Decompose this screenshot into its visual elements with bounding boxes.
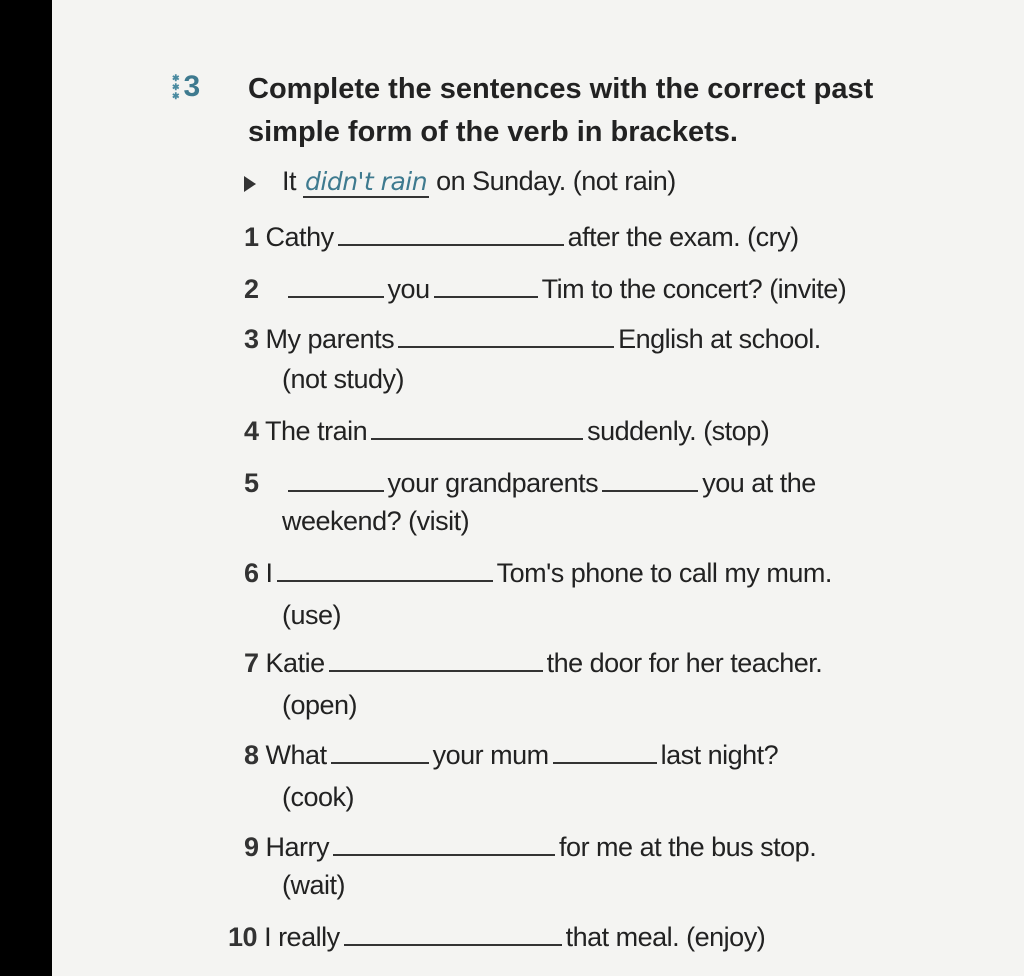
item-text: the door for her teacher. xyxy=(546,648,823,678)
item-number: 9 xyxy=(244,832,259,862)
example-answer: didn't rain xyxy=(305,167,428,196)
answer-blank[interactable] xyxy=(338,240,564,246)
item-text: The train xyxy=(265,416,368,446)
item-text: you at the xyxy=(702,468,816,498)
answer-blank[interactable] xyxy=(602,486,698,492)
item-text: Katie xyxy=(265,648,325,678)
item-9-hint: (wait) xyxy=(282,870,345,900)
item-3 xyxy=(244,324,821,355)
answer-blank[interactable] xyxy=(371,434,583,440)
answer-blank[interactable] xyxy=(329,666,543,672)
item-text: that meal. (enjoy) xyxy=(565,922,766,952)
item-text: you xyxy=(387,274,430,304)
answer-blank[interactable] xyxy=(344,940,562,946)
item-text: English at school. xyxy=(618,324,821,354)
answer-blank[interactable] xyxy=(288,486,384,492)
difficulty-stars-icon: ✱ ✱ ✱ xyxy=(172,72,180,101)
item-number: 3 xyxy=(244,324,259,354)
item-text: your grandparents xyxy=(387,468,599,498)
item-number: 2 xyxy=(244,274,259,304)
item-text: suddenly. (stop) xyxy=(587,416,770,446)
item-5-hint: weekend? (visit) xyxy=(282,506,470,536)
answer-blank[interactable] xyxy=(288,292,384,298)
exercise-number-text: 3 xyxy=(183,70,201,103)
item-7-hint: (open) xyxy=(282,690,358,720)
item-6-hint: (use) xyxy=(282,600,342,630)
item-number: 8 xyxy=(244,740,259,770)
item-10 xyxy=(228,922,765,953)
exercise-instruction: Complete the sentences with the correct past simple form of the verb in brackets. xyxy=(248,73,874,148)
item-number: 6 xyxy=(244,558,259,588)
item-number: 10 xyxy=(228,922,258,952)
example-sentence xyxy=(282,166,676,197)
answer-blank[interactable] xyxy=(398,342,614,348)
example-text-start: It xyxy=(282,166,297,196)
item-text: for me at the bus stop. xyxy=(559,832,817,862)
item-9 xyxy=(244,832,816,863)
answer-blank[interactable] xyxy=(434,292,538,298)
item-text: I xyxy=(265,558,273,588)
item-2 xyxy=(244,274,846,305)
item-number: 5 xyxy=(244,468,259,498)
item-number: 4 xyxy=(244,416,259,446)
item-3-hint: (not study) xyxy=(282,364,405,394)
item-text: Tim to the concert? (invite) xyxy=(541,274,847,304)
item-8-hint: (cook) xyxy=(282,782,355,812)
item-number: 7 xyxy=(244,648,259,678)
exercise-number xyxy=(172,70,200,104)
item-text: Cathy xyxy=(265,222,334,252)
answer-blank[interactable] xyxy=(333,850,555,856)
item-4 xyxy=(244,416,769,447)
left-border xyxy=(0,0,52,976)
item-7 xyxy=(244,648,822,679)
item-text: What xyxy=(265,740,327,770)
item-6 xyxy=(244,558,832,589)
example-arrow-icon xyxy=(244,176,256,192)
item-text: your mum xyxy=(432,740,549,770)
item-text: last night? xyxy=(660,740,779,770)
answer-blank[interactable] xyxy=(553,758,657,764)
item-text: My parents xyxy=(265,324,395,354)
item-5 xyxy=(244,468,816,499)
example-text-end: on Sunday. (not rain) xyxy=(436,166,676,196)
item-text: Harry xyxy=(265,832,330,862)
answer-blank[interactable] xyxy=(277,576,493,582)
item-text: I really xyxy=(264,922,340,952)
item-text: after the exam. (cry) xyxy=(567,222,799,252)
item-8 xyxy=(244,740,778,771)
item-1 xyxy=(244,222,799,253)
item-text: Tom's phone to call my mum. xyxy=(496,558,832,588)
answer-blank[interactable] xyxy=(331,758,429,764)
item-number: 1 xyxy=(244,222,259,252)
